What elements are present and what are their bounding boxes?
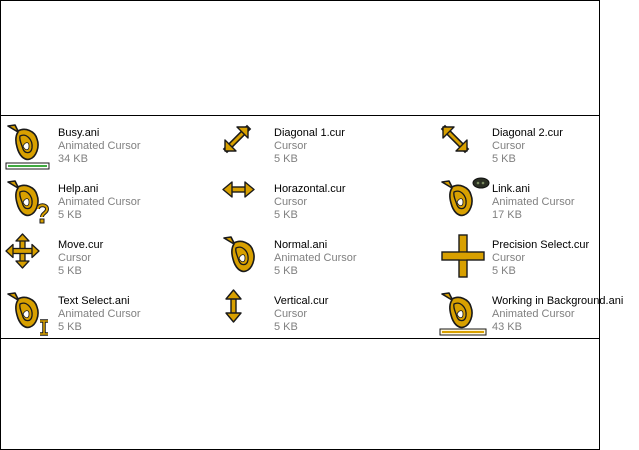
file-item-working-in-background[interactable] (439, 289, 639, 339)
file-item-diagonal-2[interactable] (439, 121, 639, 171)
horizontal-resize-icon (221, 177, 271, 227)
normal-cursor-icon (221, 233, 271, 283)
file-type: Animated Cursor (58, 140, 141, 152)
working-in-background-icon (439, 289, 489, 339)
file-item-text (58, 183, 141, 222)
move-cursor-icon (5, 233, 55, 283)
text-select-cursor-icon (5, 289, 55, 339)
link-cursor-icon (439, 177, 489, 227)
file-name: Diagonal 1.cur (274, 127, 345, 139)
file-size: 5 KB (58, 321, 82, 333)
help-cursor-icon (5, 177, 55, 227)
file-size: 5 KB (492, 265, 516, 277)
busy-cursor-icon (5, 121, 55, 171)
file-item-text (492, 295, 623, 334)
file-type: Animated Cursor (274, 252, 357, 264)
file-item-text (274, 183, 346, 222)
file-item-text-select[interactable] (5, 289, 205, 339)
file-item-move[interactable] (5, 233, 205, 283)
file-item-precision-select[interactable] (439, 233, 639, 283)
file-size: 5 KB (274, 321, 298, 333)
file-size: 5 KB (58, 209, 82, 221)
file-name: Busy.ani (58, 127, 100, 139)
file-size: 5 KB (492, 153, 516, 165)
file-name: Precision Select.cur (492, 239, 590, 251)
file-name: Move.cur (58, 239, 104, 251)
file-item-normal[interactable] (221, 233, 421, 283)
file-item-text (58, 239, 103, 278)
file-item-horazontal[interactable] (221, 177, 421, 227)
file-item-text (274, 239, 357, 278)
file-type: Animated Cursor (58, 308, 141, 320)
file-name: Horazontal.cur (274, 183, 346, 195)
diagonal-resize-1-icon (221, 121, 271, 171)
file-type: Animated Cursor (58, 196, 141, 208)
file-name: Link.ani (492, 183, 530, 195)
file-item-vertical[interactable] (221, 289, 421, 339)
diagonal-resize-2-icon (439, 121, 489, 171)
file-item-diagonal-1[interactable] (221, 121, 421, 171)
file-type: Cursor (274, 308, 308, 320)
file-name: Diagonal 2.cur (492, 127, 563, 139)
file-size: 5 KB (274, 209, 298, 221)
precision-select-icon (439, 233, 489, 283)
vertical-resize-icon (221, 289, 271, 339)
file-item-busy[interactable] (5, 121, 205, 171)
file-name: Normal.ani (274, 239, 328, 251)
file-item-text (274, 127, 345, 166)
file-name: Vertical.cur (274, 295, 329, 307)
file-size: 34 KB (58, 153, 88, 165)
file-size: 5 KB (58, 265, 82, 277)
file-size: 43 KB (492, 321, 522, 333)
file-size: 5 KB (274, 265, 298, 277)
file-type: Animated Cursor (492, 196, 575, 208)
file-item-text (58, 127, 141, 166)
file-type: Cursor (492, 252, 526, 264)
file-item-text (492, 239, 589, 278)
file-type: Cursor (274, 196, 308, 208)
file-type: Cursor (492, 140, 526, 152)
file-type: Cursor (58, 252, 92, 264)
file-item-text (492, 183, 575, 222)
file-name: Text Select.ani (58, 295, 130, 307)
file-item-help[interactable] (5, 177, 205, 227)
file-name: Working in Background.ani (492, 295, 624, 307)
file-size: 5 KB (274, 153, 298, 165)
file-item-link[interactable] (439, 177, 639, 227)
file-type: Cursor (274, 140, 308, 152)
file-tiles-view (1, 115, 624, 339)
file-type: Animated Cursor (492, 308, 575, 320)
file-item-text (492, 127, 563, 166)
file-size: 17 KB (492, 209, 522, 221)
file-item-text (58, 295, 141, 334)
file-item-text (274, 295, 328, 334)
file-name: Help.ani (58, 183, 99, 195)
